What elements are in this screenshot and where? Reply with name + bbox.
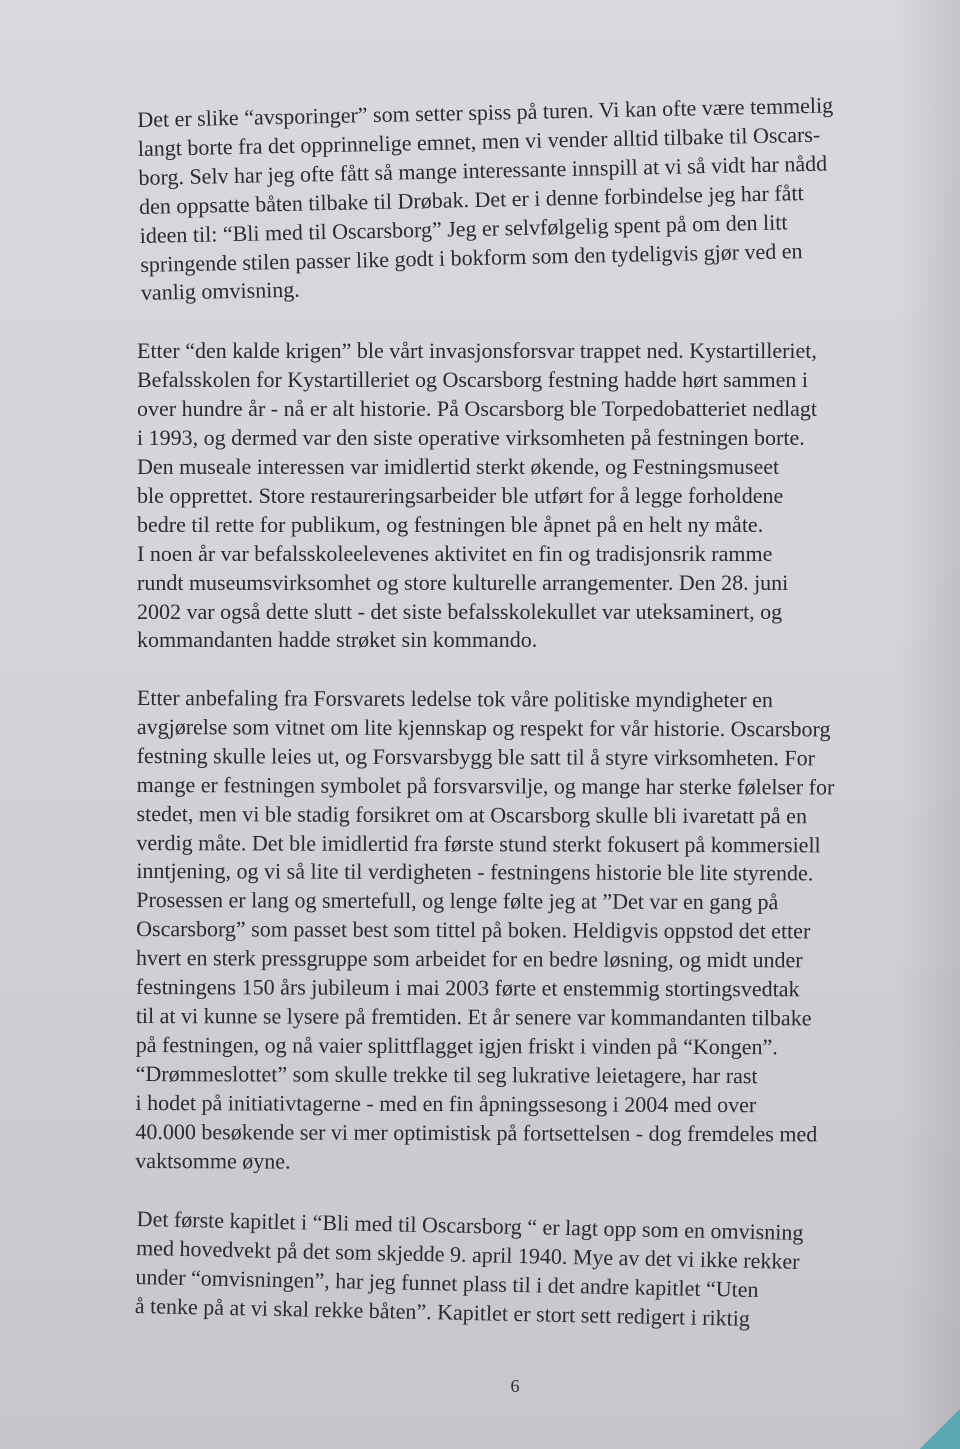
text-line: i 1993, og dermed var den siste operative virksomheten på festningen borte. <box>137 425 805 451</box>
text-line: med hovedvekt på det som skjedde 9. april 1940. Mye av det vi ikke rekker <box>135 1234 800 1274</box>
text-line: borg. Selv har jeg ofte fått så mange interessante innspill at vi så vidt har nådd <box>138 150 828 190</box>
body-text <box>134 92 889 1349</box>
text-line: “Drømmeslottet” som skulle trekke til seg lukrative leietagere, har rast <box>135 1061 758 1089</box>
page-shadow <box>900 0 960 1449</box>
text-line: 40.000 besøkende ser vi mer optimistisk på fortsettelsen - dog fremdeles med <box>135 1118 818 1147</box>
text-line: bedre til rette for publikum, og festningen ble åpnet på en helt ny måte. <box>137 511 764 537</box>
text-line: til at vi kunne se lysere på fremtiden. Et år senere var kommandanten tilbake <box>135 1003 812 1031</box>
text-line: Det første kapitlet i “Bli med til Oscarsborg “ er lagt opp som en omvisning <box>136 1205 804 1245</box>
text-line: å tenke på at vi skal rekke båten”. Kapitlet er stort sett redigert i riktig <box>134 1292 751 1331</box>
paragraph-2 <box>137 337 889 655</box>
text-line: ble opprettet. Store restaureringsarbeider ble utført for å legge forholdene <box>137 482 784 508</box>
text-line: rundt museumsvirksomhet og store kulturelle arrangementer. Den 28. juni <box>137 569 789 595</box>
text-line: inntjening, og vi så lite til verdigheten - festningens historie ble lite styrende. <box>136 858 814 887</box>
text-line: Den museale interessen var imidlertid sterkt økende, og Festningsmuseet <box>137 453 780 479</box>
text-line: verdig måte. Det ble imidlertid fra første stund sterkt fokusert på kommersiell <box>136 829 821 858</box>
paragraph-4 <box>135 1205 889 1336</box>
text-line: i hodet på initiativtagerne - med en fin åpningssesong i 2004 med over <box>135 1089 757 1118</box>
text-line: vanlig omvisning. <box>140 277 301 306</box>
cover-corner <box>920 1409 960 1449</box>
text-line: avgjørelse som vitnet om lite kjennskap og respekt for vår historie. Oscarsborg <box>136 714 831 742</box>
text-line: Prosessen er lang og smertefull, og lenge følte jeg at ”Det var en gang på <box>136 887 779 915</box>
text-line: Oscarsborg” som passet best som tittel på boken. Heldigvis oppstod det etter <box>136 916 811 944</box>
text-line: over hundre år - nå er alt historie. På Oscarsborg ble Torpedobatteriet nedlagt <box>137 396 818 422</box>
text-line: på festningen, og nå vaier splittflagget igjen friskt i vinden på “Kongen”. <box>135 1032 778 1060</box>
text-line: vaktsomme øyne. <box>135 1147 291 1174</box>
text-line: stedet, men vi ble stadig forsikret om at Oscarsborg skulle bli ivaretatt på en <box>136 800 808 829</box>
text-line: hvert en sterk pressgruppe som arbeidet for en bedre løsning, og midt under <box>136 945 803 973</box>
text-line: kommandanten hadde strøket sin kommando. <box>137 627 538 653</box>
paragraph-3 <box>135 684 889 1178</box>
page-number: 6 <box>510 1376 520 1396</box>
text-line: Befalsskolen for Kystartilleriet og Oscarsborg festning hadde hørt sammen i <box>137 367 809 393</box>
text-line: den oppsatte båten tilbake til Drøbak. Det er i denne forbindelse jeg har fått <box>138 179 804 219</box>
text-line: festningens 150 års jubileum i mai 2003 førte et enstemmig stortingsvedtak <box>135 974 800 1002</box>
text-line: under “omvisningen”, har jeg funnet plass til i det andre kapitlet “Uten <box>135 1263 759 1302</box>
text-line: mange er festningen symbolet på forsvarsvilje, og mange har sterke følelser for <box>136 772 835 800</box>
text-line: Det er slike “avsporinger” som setter spiss på turen. Vi kan ofte være temmelig <box>137 92 834 132</box>
text-line: I noen år var befalsskoleelevenes aktivitet en fin og tradisjonsrik ramme <box>137 540 773 566</box>
paragraph-1 <box>137 90 893 308</box>
text-line: langt borte fra det opprinnelige emnet, men vi vender alltid tilbake til Oscars- <box>137 121 821 161</box>
text-line: springende stilen passer like godt i bokform som den tydeligvis gjør ved en <box>140 237 803 277</box>
text-line: 2002 var også dette slutt - det siste befalsskolekullet var uteksaminert, og <box>137 598 783 624</box>
text-line: ideen til: “Bli med til Oscarsborg” Jeg er selvfølgelig spent på om den litt <box>139 209 788 248</box>
text-line: festning skulle leies ut, og Forsvarsbygg ble satt til å styre virksomheten. For <box>136 743 816 771</box>
text-line: Etter “den kalde krigen” ble vårt invasjonsforsvar trappet ned. Kystartilleriet, <box>137 338 817 364</box>
text-line: Etter anbefaling fra Forsvarets ledelse tok våre politiske myndigheter en <box>136 685 773 713</box>
